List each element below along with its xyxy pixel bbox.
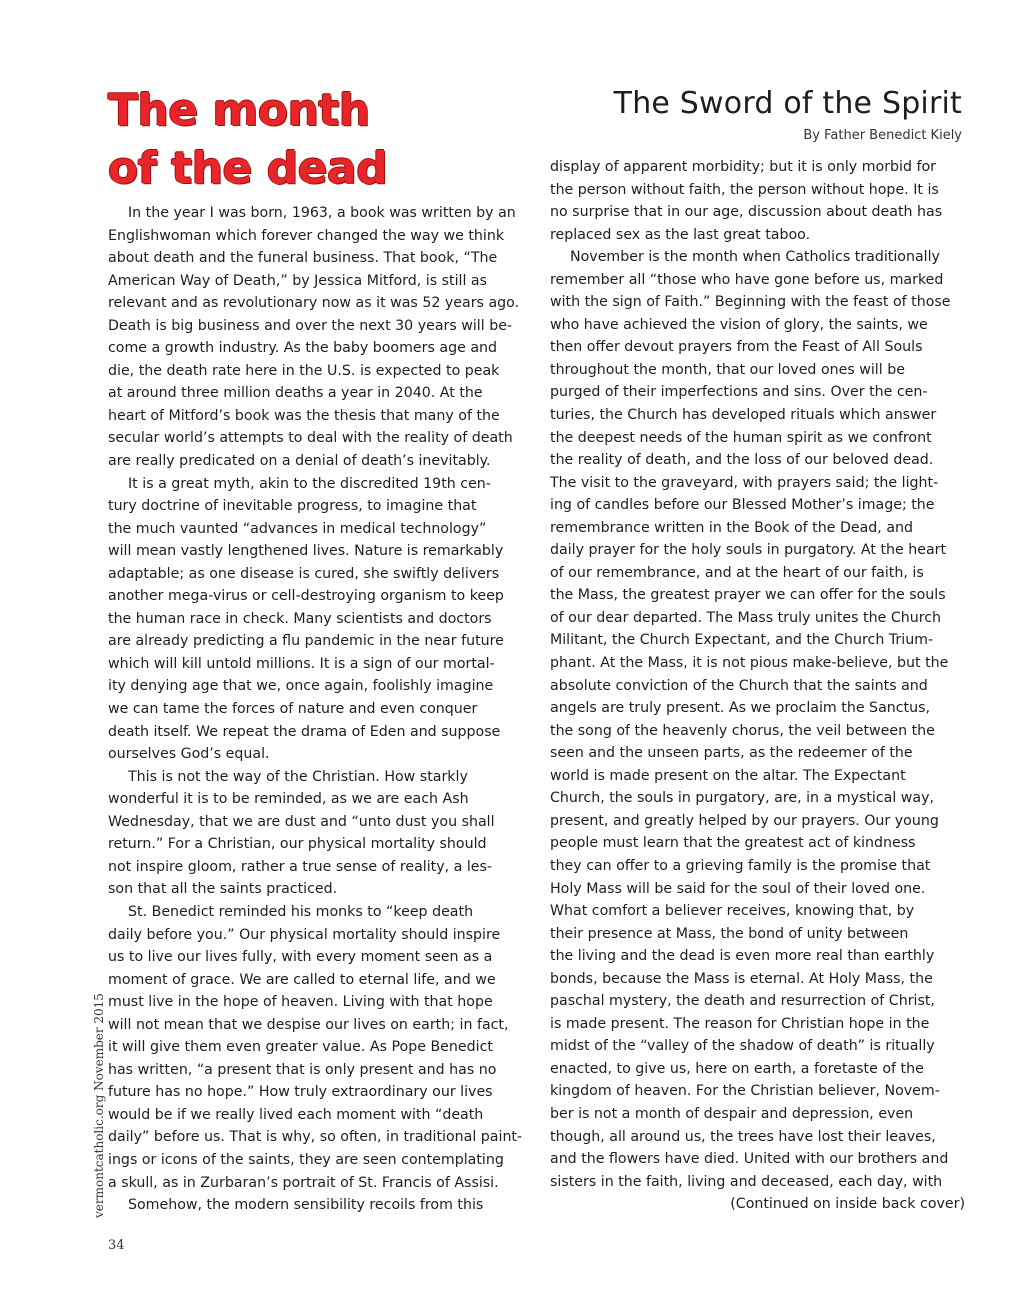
right-column: [550, 156, 965, 1216]
left-column-line: wonderful it is to be reminded, as we are each Ash: [108, 791, 469, 808]
right-column-line: November is the month when Catholics traditionally: [570, 249, 940, 266]
right-column-line: with the sign of Faith.” Beginning with the feast of those: [550, 294, 951, 311]
left-column-line: die, the death rate here in the U.S. is expected to peak: [108, 362, 500, 379]
right-column-line: then offer devout prayers from the Feast of All Souls: [550, 339, 923, 356]
left-column-line: are really predicated on a denial of death’s inevitably.: [108, 453, 491, 470]
left-column-line: about death and the funeral business. That book, “The: [108, 250, 498, 267]
left-column-line: son that all the saints practiced.: [108, 881, 338, 898]
left-column-line: would be if we really lived each moment with “death: [108, 1106, 484, 1123]
left-column-line: ourselves God’s equal.: [108, 746, 270, 763]
left-column-line: not inspire gloom, rather a true sense of reality, a les-: [108, 858, 493, 875]
left-column-line: future has no hope.” How truly extraordinary our lives: [108, 1084, 493, 1101]
right-column-line: paschal mystery, the death and resurrection of Christ,: [550, 993, 935, 1010]
right-column-line: and the flowers have died. United with our brothers and: [550, 1151, 949, 1168]
left-column-line: moment of grace. We are called to eternal life, and we: [108, 971, 496, 988]
right-column-line: present, and greatly helped by our prayers. Our young: [550, 812, 939, 829]
right-column-line: replaced sex as the last great taboo.: [550, 226, 811, 243]
left-column-line: us to live our lives fully, with every moment seen as a: [108, 949, 493, 966]
left-column-line: Wednesday, that we are dust and “unto dust you shall: [108, 813, 495, 830]
page-number: 34: [108, 1238, 125, 1253]
right-column-line: display of apparent morbidity; but it is only morbid for: [550, 159, 937, 175]
left-column-line: another mega-virus or cell-destroying organism to keep: [108, 588, 504, 605]
right-column-line: daily prayer for the holy souls in purgatory. At the heart: [550, 542, 947, 559]
right-column-line: angels are truly present. As we proclaim the Sanctus,: [550, 700, 931, 717]
left-column-line: Englishwoman which forever changed the way we think: [108, 227, 505, 244]
right-column-line: the person without faith, the person without hope. It is: [550, 181, 939, 198]
right-column-line: What comfort a believer receives, knowing that, by: [550, 903, 915, 920]
right-column-line: the deepest needs of the human spirit as we confront: [550, 429, 932, 446]
right-column-line: the living and the dead is even more real than earthly: [550, 948, 935, 965]
right-column-line: Militant, the Church Expectant, and the Church Trium-: [550, 632, 934, 649]
byline: By Father Benedict Kiely: [803, 128, 962, 143]
left-column-line: American Way of Death,” by Jessica Mitford, is still as: [108, 272, 488, 289]
left-column-line: the human race in check. Many scientists and doctors: [108, 610, 492, 627]
left-column-line: must live in the hope of heaven. Living with that hope: [108, 994, 493, 1011]
left-column-line: St. Benedict reminded his monks to “keep death: [128, 903, 474, 920]
right-column-line: the Mass, the greatest prayer we can offer for the souls: [550, 587, 946, 604]
left-column-line: adaptable; as one disease is cured, she swiftly delivers: [108, 565, 500, 582]
left-column-line: ings or icons of the saints, they are seen contemplating: [108, 1151, 504, 1168]
right-column-line: people must learn that the greatest act of kindness: [550, 835, 916, 852]
right-column-line: remember all “those who have gone before us, marked: [550, 271, 944, 288]
left-column-line: Somehow, the modern sensibility recoils from this: [128, 1197, 484, 1214]
headline-line-1: The month: [108, 85, 370, 136]
column-title: The Sword of the Spirit: [613, 86, 962, 121]
right-column-line: though, all around us, the trees have lost their leaves,: [550, 1128, 936, 1145]
right-column-line: the song of the heavenly chorus, the veil between the: [550, 722, 935, 739]
left-column-line: will mean vastly lengthened lives. Nature is remarkably: [108, 543, 504, 560]
left-column-line: heart of Mitford’s book was the thesis that many of the: [108, 407, 500, 424]
right-column-line: enacted, to give us, here on earth, a foretaste of the: [550, 1060, 924, 1077]
right-column-line: world is made present on the altar. The Expectant: [550, 767, 906, 784]
right-column-line: Holy Mass will be said for the soul of their loved one.: [550, 880, 926, 897]
right-column-line: throughout the month, that our loved ones will be: [550, 361, 905, 378]
left-column-line: at around three million deaths a year in 2040. At the: [108, 385, 483, 402]
left-column-line: has written, “a present that is only present and has no: [108, 1061, 497, 1078]
left-column-line: a skull, as in Zurbaran’s portrait of St. Francis of Assisi.: [108, 1174, 499, 1191]
continued-note: (Continued on inside back cover): [730, 1196, 965, 1213]
left-column-line: come a growth industry. As the baby boomers age and: [108, 340, 498, 357]
right-column-line: the reality of death, and the loss of our beloved dead.: [550, 452, 934, 469]
headline: [108, 82, 387, 198]
right-column-line: of our dear departed. The Mass truly unites the Church: [550, 609, 942, 626]
right-column-line: phant. At the Mass, it is not pious make-believe, but the: [550, 655, 949, 672]
left-column-line: will not mean that we despise our lives on earth; in fact,: [108, 1016, 509, 1033]
right-column-line: bonds, because the Mass is eternal. At Holy Mass, the: [550, 970, 933, 987]
right-column-line: seen and the unseen parts, as the redeemer of the: [550, 745, 913, 762]
right-column-line: no surprise that in our age, discussion about death has: [550, 204, 943, 221]
left-column-line: In the year I was born, 1963, a book was written by an: [128, 205, 516, 221]
left-column-line: are already predicting a flu pandemic in the near future: [108, 633, 504, 650]
right-column-line: ber is not a month of despair and depression, even: [550, 1105, 914, 1122]
left-column-line: daily” before us. That is why, so often, in traditional paint-: [108, 1129, 523, 1146]
left-column-line: ity denying age that we, once again, foolishly imagine: [108, 678, 494, 695]
right-column-line: is made present. The reason for Christian hope in the: [550, 1015, 930, 1032]
left-column-line: which will kill untold millions. It is a sign of our mortal-: [108, 655, 495, 672]
left-column-line: return.” For a Christian, our physical mortality should: [108, 836, 487, 853]
left-column: [108, 202, 523, 1217]
left-column-line: we can tame the forces of nature and even conquer: [108, 701, 478, 718]
right-column-line: who have achieved the vision of glory, the saints, we: [550, 316, 928, 333]
headline-line-2: of the dead: [108, 143, 388, 194]
left-column-line: it will give them even greater value. As Pope Benedict: [108, 1039, 493, 1056]
left-column-line: the much vaunted “advances in medical technology”: [108, 520, 487, 537]
left-column-line: tury doctrine of inevitable progress, to imagine that: [108, 498, 477, 515]
right-column-line: they can offer to a grieving family is the promise that: [550, 857, 931, 874]
right-column-line: kingdom of heaven. For the Christian believer, Novem-: [550, 1083, 940, 1100]
right-column-line: ing of candles before our Blessed Mother’s image; the: [550, 497, 935, 514]
right-column-line: turies, the Church has developed rituals which answer: [550, 407, 937, 424]
left-column-line: This is not the way of the Christian. How starkly: [128, 768, 468, 785]
right-column-line: purged of their imperfections and sins. Over the cen-: [550, 384, 928, 401]
right-column-line: Church, the souls in purgatory, are, in a mystical way,: [550, 790, 935, 807]
sidebar-url-date: vermontcatholic.org November 2015: [92, 993, 106, 1218]
left-column-line: relevant and as revolutionary now as it was 52 years ago.: [108, 295, 520, 312]
left-column-line: secular world’s attempts to deal with the reality of death: [108, 430, 513, 447]
left-column-line: It is a great myth, akin to the discredited 19th cen-: [128, 475, 491, 492]
right-column-line: sisters in the faith, living and deceased, each day, with: [550, 1173, 943, 1190]
left-column-line: Death is big business and over the next 30 years will be-: [108, 317, 513, 334]
right-column-line: their presence at Mass, the bond of unity between: [550, 925, 909, 942]
left-column-line: death itself. We repeat the drama of Eden and suppose: [108, 723, 501, 740]
right-column-line: of our remembrance, and at the heart of our faith, is: [550, 564, 924, 581]
left-column-line: daily before you.” Our physical mortality should inspire: [108, 926, 501, 943]
right-column-line: midst of the “valley of the shadow of death” is ritually: [550, 1038, 935, 1055]
right-column-line: The visit to the graveyard, with prayers said; the light-: [550, 474, 939, 491]
right-column-line: absolute conviction of the Church that the saints and: [550, 677, 928, 694]
right-column-line: remembrance written in the Book of the Dead, and: [550, 519, 914, 536]
